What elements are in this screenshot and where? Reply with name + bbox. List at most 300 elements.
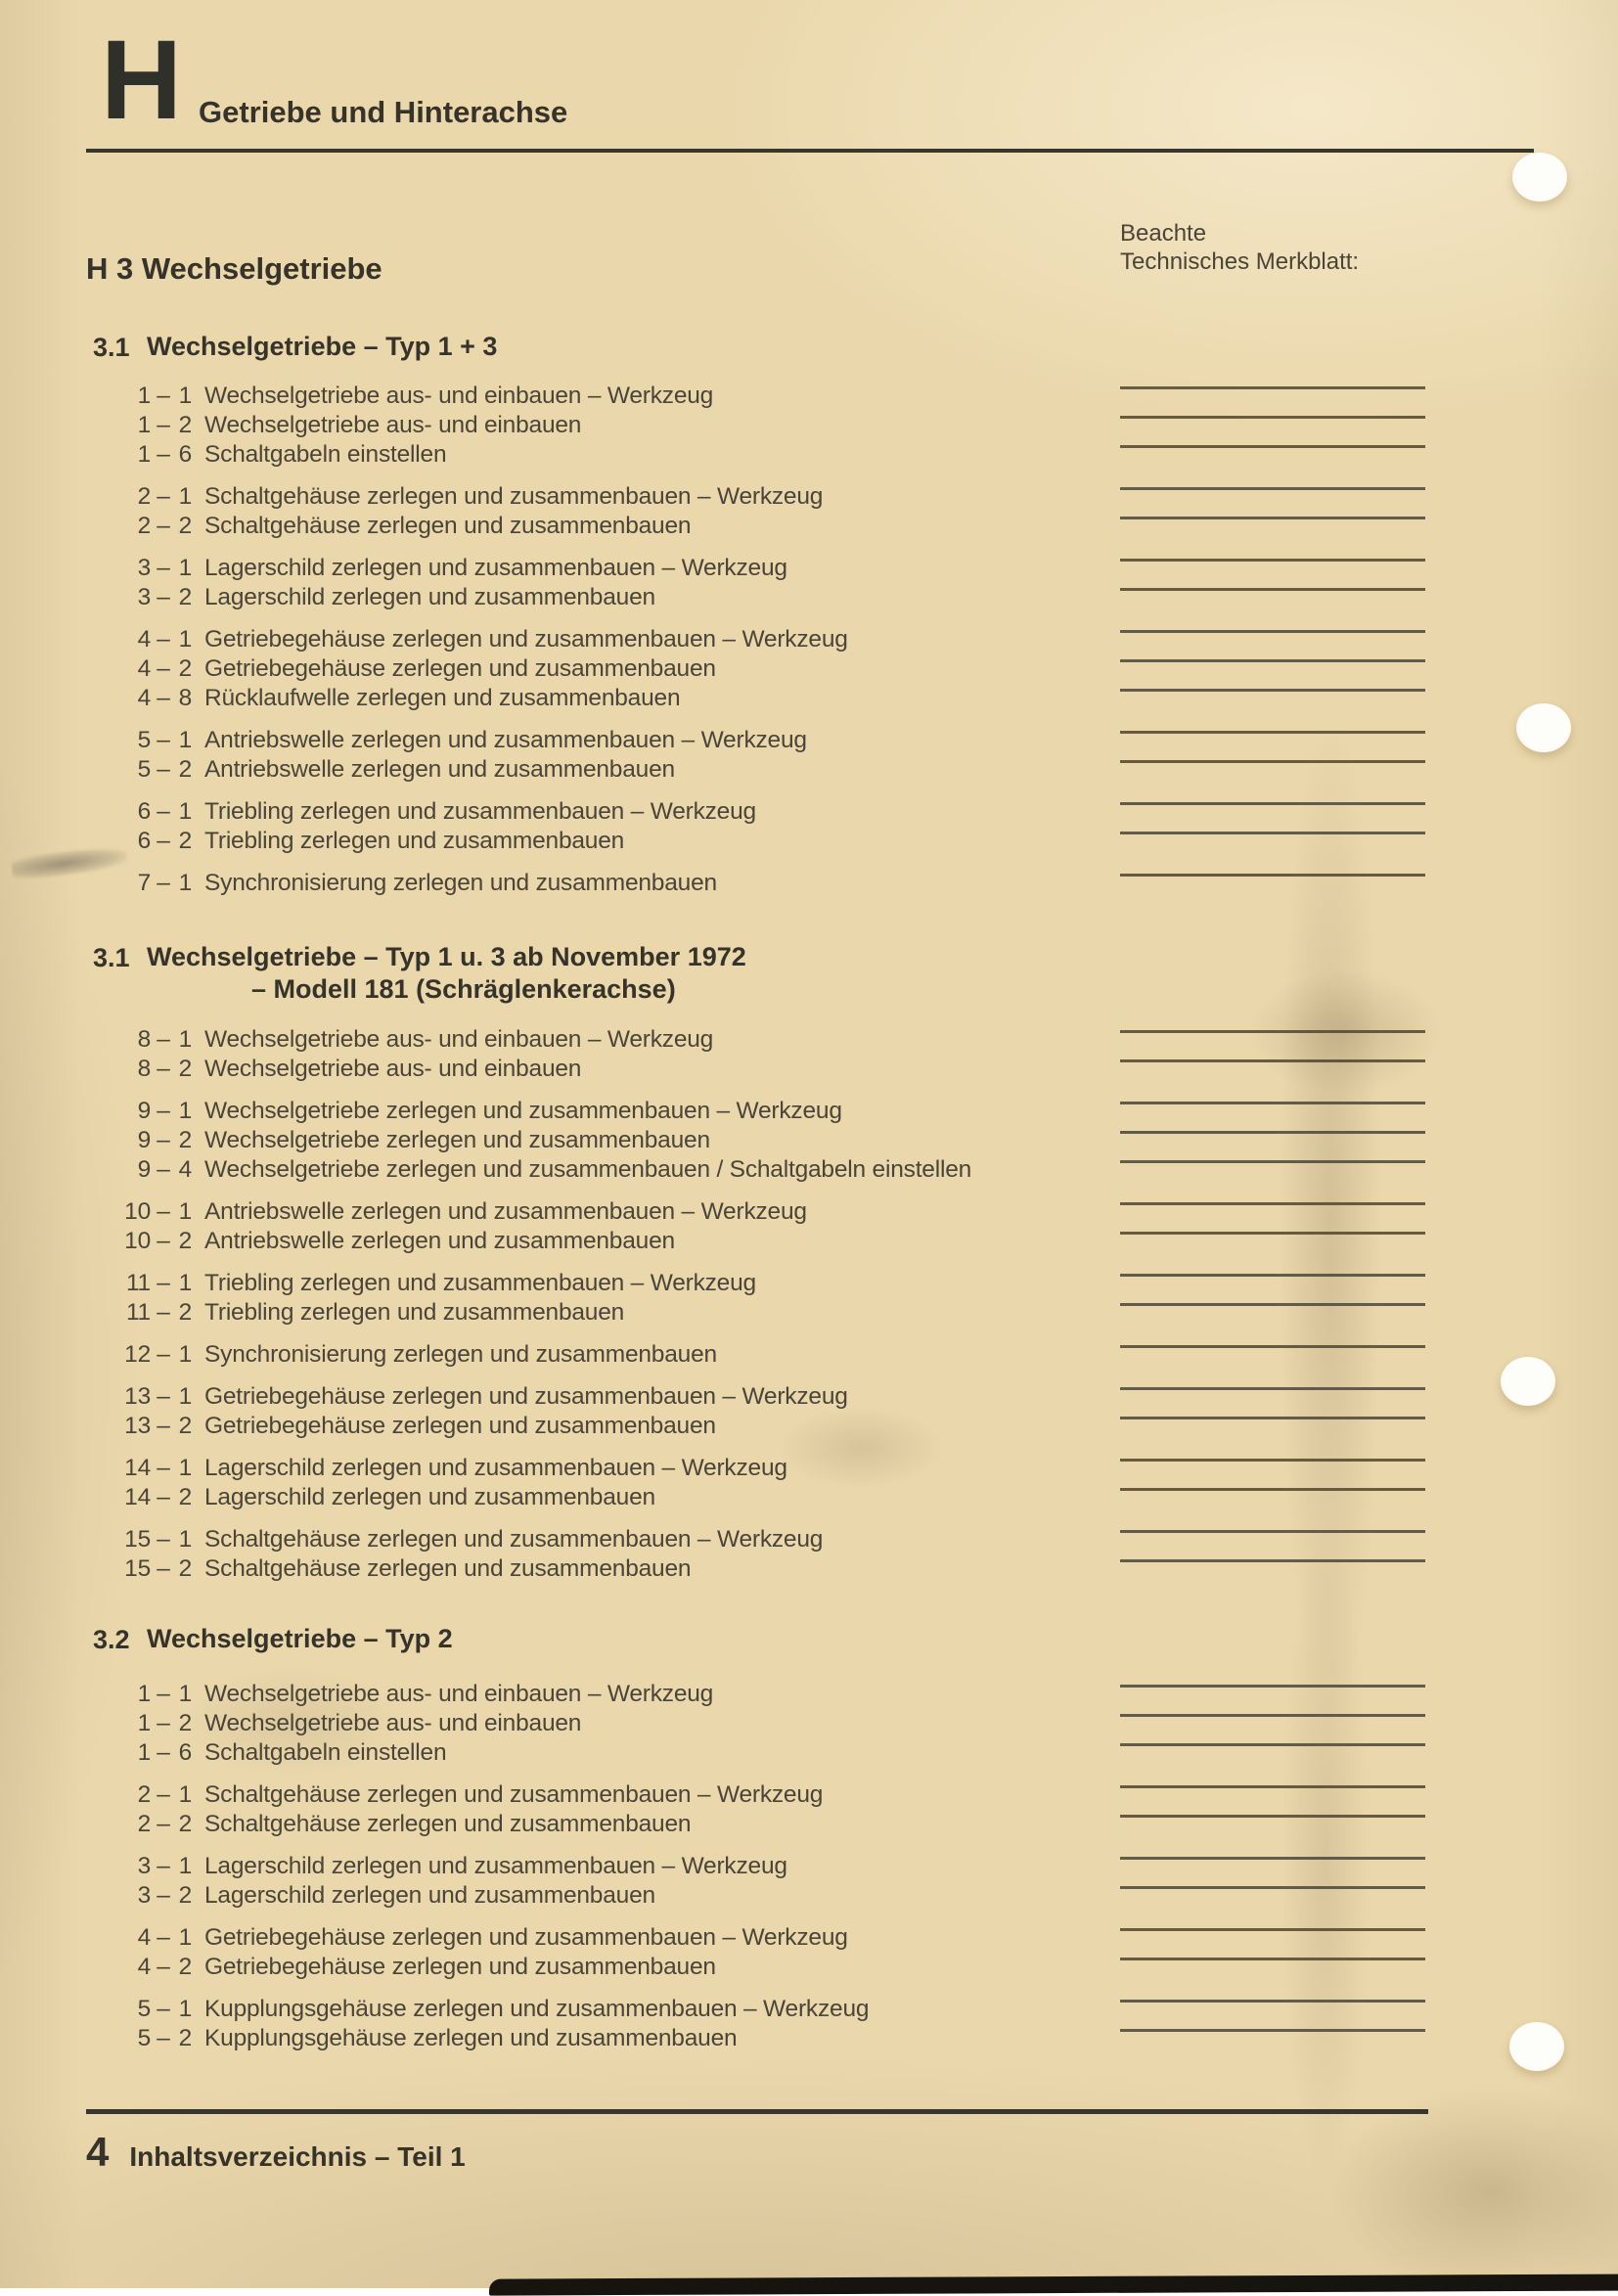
item-row xyxy=(86,440,1534,470)
section-title: Wechselgetriebe – Typ 1 u. 3 ab November 1972 xyxy=(147,942,746,971)
item-row xyxy=(86,1126,1534,1155)
item-number-secondary: 8 xyxy=(178,685,192,711)
entry-blank-line xyxy=(1120,1685,1425,1688)
item-number-secondary: 1 xyxy=(178,1996,192,2022)
item-dash: – xyxy=(157,2025,170,2051)
section xyxy=(86,941,1534,1584)
item-dash: – xyxy=(157,1853,170,1879)
item-number-primary: 5 xyxy=(137,756,151,783)
entry-blank-line xyxy=(1120,1530,1425,1533)
item-number-primary: 11 xyxy=(125,1270,151,1296)
item-row xyxy=(86,554,1534,583)
entry-blank-line xyxy=(1120,760,1425,763)
section-titles xyxy=(147,1623,1534,1656)
item-row xyxy=(86,1197,1534,1227)
item-row xyxy=(86,1525,1534,1554)
item-row xyxy=(86,1680,1534,1709)
item-number-primary: 1 xyxy=(137,383,151,409)
item-number-primary: 5 xyxy=(137,1996,151,2022)
entry-blank-line xyxy=(1120,1274,1425,1277)
section-heading xyxy=(86,941,1534,1006)
item-number-secondary: 2 xyxy=(178,828,192,854)
item-number-secondary: 2 xyxy=(178,756,192,783)
item-number-primary: 2 xyxy=(137,1781,151,1808)
item-number-primary: 15 xyxy=(124,1526,151,1553)
item-number-primary: 1 xyxy=(137,412,151,438)
item-number-secondary: 2 xyxy=(178,1710,192,1736)
item-dash: – xyxy=(157,756,170,783)
entry-blank-line xyxy=(1120,517,1425,519)
item-number-primary: 6 xyxy=(137,798,151,825)
item-group xyxy=(86,797,1534,856)
item-row xyxy=(86,482,1534,512)
item-group xyxy=(86,554,1534,612)
section-heading xyxy=(86,1623,1534,1656)
item-group xyxy=(86,1525,1534,1584)
item-number-secondary: 2 xyxy=(178,1954,192,1980)
item-group xyxy=(86,1340,1534,1370)
item-number-primary: 10 xyxy=(124,1228,151,1254)
entry-blank-line xyxy=(1120,1417,1425,1419)
item-number-secondary: 2 xyxy=(178,2025,192,2051)
item-label: Lagerschild zerlegen und zusammenbauen xyxy=(204,1484,655,1510)
item-row xyxy=(86,512,1534,541)
footer xyxy=(86,2129,466,2176)
item-number-primary: 14 xyxy=(124,1484,151,1510)
entry-blank-line xyxy=(1120,1928,1425,1931)
item-label: Kupplungsgehäuse zerlegen und zusammenbauen – Werkzeug xyxy=(204,1996,870,2022)
item-dash: – xyxy=(157,1098,170,1124)
item-number-secondary: 2 xyxy=(178,1882,192,1909)
item-number-secondary: 1 xyxy=(178,1853,192,1879)
item-row xyxy=(86,1055,1534,1084)
chapter-title: Getriebe und Hinterachse xyxy=(199,95,568,129)
item-label: Wechselgetriebe zerlegen und zusammenbauen / Schaltgabeln einstellen xyxy=(204,1156,972,1183)
item-number-primary: 10 xyxy=(124,1198,151,1225)
entry-blank-line xyxy=(1120,689,1425,692)
item-row xyxy=(86,2024,1534,2053)
page-heading: H 3 Wechselgetriebe xyxy=(86,251,382,286)
entry-blank-line xyxy=(1120,1714,1425,1717)
entry-blank-line xyxy=(1120,1102,1425,1104)
item-dash: – xyxy=(157,1228,170,1254)
item-row xyxy=(86,1298,1534,1328)
item-number-secondary: 2 xyxy=(178,655,192,682)
item-number-primary: 3 xyxy=(137,1882,151,1909)
entry-blank-line xyxy=(1120,1303,1425,1306)
item-row xyxy=(86,684,1534,713)
item-dash: – xyxy=(157,383,170,409)
item-row xyxy=(86,1780,1534,1810)
item-label: Schaltgehäuse zerlegen und zusammenbauen – Werkzeug xyxy=(204,1526,824,1553)
entry-blank-line xyxy=(1120,1559,1425,1562)
item-row xyxy=(86,1382,1534,1412)
item-group xyxy=(86,726,1534,785)
sections xyxy=(86,0,1534,2053)
item-label: Antriebswelle zerlegen und zusammenbauen xyxy=(204,1228,675,1254)
section-number: 3.1 xyxy=(93,943,130,972)
item-row xyxy=(86,1995,1534,2024)
item-group xyxy=(86,382,1534,470)
item-dash: – xyxy=(157,483,170,510)
item-dash: – xyxy=(157,1127,170,1153)
section-heading xyxy=(86,331,1534,364)
item-group xyxy=(86,1454,1534,1512)
item-number-primary: 3 xyxy=(137,555,151,581)
entry-blank-line xyxy=(1120,1488,1425,1491)
item-label: Lagerschild zerlegen und zusammenbauen xyxy=(204,1882,655,1909)
entry-blank-line xyxy=(1120,1743,1425,1746)
item-label: Antriebswelle zerlegen und zusammenbauen xyxy=(204,756,675,783)
punch-hole xyxy=(1509,2022,1564,2071)
item-number-primary: 8 xyxy=(137,1056,151,1082)
section-titles xyxy=(147,331,1534,364)
item-label: Getriebegehäuse zerlegen und zusammenbauen – Werkzeug xyxy=(204,1924,848,1951)
item-number-secondary: 2 xyxy=(178,1127,192,1153)
item-label: Schaltgabeln einstellen xyxy=(204,441,447,468)
item-dash: – xyxy=(157,1299,170,1326)
item-dash: – xyxy=(157,1811,170,1837)
item-label: Getriebegehäuse zerlegen und zusammenbauen – Werkzeug xyxy=(204,626,848,653)
item-label: Antriebswelle zerlegen und zusammenbauen – Werkzeug xyxy=(204,727,807,753)
footer-rule xyxy=(86,2109,1428,2114)
item-number-primary: 2 xyxy=(137,513,151,539)
item-number-primary: 6 xyxy=(137,828,151,854)
entry-blank-line xyxy=(1120,445,1425,448)
item-row xyxy=(86,1340,1534,1370)
entry-blank-line xyxy=(1120,1459,1425,1462)
section-items xyxy=(86,382,1534,898)
entry-blank-line xyxy=(1120,559,1425,562)
item-number-secondary: 1 xyxy=(178,727,192,753)
item-dash: – xyxy=(157,441,170,468)
item-dash: – xyxy=(157,1739,170,1766)
item-label: Getriebegehäuse zerlegen und zusammenbauen – Werkzeug xyxy=(204,1383,848,1410)
item-group xyxy=(86,1097,1534,1185)
section-title: Wechselgetriebe – Typ 2 xyxy=(147,1624,453,1653)
item-number-secondary: 2 xyxy=(178,1484,192,1510)
item-row xyxy=(86,726,1534,755)
item-number-secondary: 2 xyxy=(178,513,192,539)
item-number-secondary: 1 xyxy=(178,626,192,653)
item-dash: – xyxy=(157,1198,170,1225)
item-label: Lagerschild zerlegen und zusammenbauen – Werkzeug xyxy=(204,1455,787,1481)
item-dash: – xyxy=(157,1383,170,1410)
item-group xyxy=(86,1780,1534,1839)
entry-blank-line xyxy=(1120,1030,1425,1033)
item-label: Synchronisierung zerlegen und zusammenbauen xyxy=(204,1341,717,1368)
item-row xyxy=(86,1269,1534,1298)
item-number-secondary: 1 xyxy=(178,555,192,581)
item-row xyxy=(86,755,1534,785)
item-dash: – xyxy=(157,626,170,653)
item-label: Antriebswelle zerlegen und zusammenbauen – Werkzeug xyxy=(204,1198,807,1225)
item-row xyxy=(86,1709,1534,1738)
entry-blank-line xyxy=(1120,832,1425,834)
item-dash: – xyxy=(157,1156,170,1183)
item-label: Getriebegehäuse zerlegen und zusammenbauen xyxy=(204,655,716,682)
item-label: Lagerschild zerlegen und zusammenbauen – Werkzeug xyxy=(204,555,787,581)
item-row xyxy=(86,1953,1534,1982)
item-number-secondary: 2 xyxy=(178,1555,192,1582)
item-number-primary: 4 xyxy=(137,685,151,711)
item-dash: – xyxy=(157,1413,170,1439)
entry-blank-line xyxy=(1120,659,1425,662)
item-dash: – xyxy=(157,1455,170,1481)
item-label: Schaltgehäuse zerlegen und zusammenbauen xyxy=(204,513,692,539)
item-number-secondary: 2 xyxy=(178,1299,192,1326)
item-row xyxy=(86,1025,1534,1055)
item-number-secondary: 1 xyxy=(178,1383,192,1410)
item-number-secondary: 1 xyxy=(178,1098,192,1124)
item-number-secondary: 1 xyxy=(178,1924,192,1951)
entry-blank-line xyxy=(1120,1160,1425,1163)
entry-blank-line xyxy=(1120,2029,1425,2032)
section-items xyxy=(86,1680,1534,2053)
item-number-secondary: 1 xyxy=(178,1455,192,1481)
item-group xyxy=(86,1197,1534,1256)
item-number-primary: 14 xyxy=(124,1455,151,1481)
item-label: Synchronisierung zerlegen und zusammenbauen xyxy=(204,870,717,896)
item-label: Schaltgabeln einstellen xyxy=(204,1739,447,1766)
item-dash: – xyxy=(157,1681,170,1707)
item-group xyxy=(86,1995,1534,2053)
item-number-secondary: 1 xyxy=(178,383,192,409)
item-number-secondary: 1 xyxy=(178,1781,192,1808)
item-label: Wechselgetriebe aus- und einbauen – Werkzeug xyxy=(204,383,714,409)
item-number-primary: 4 xyxy=(137,655,151,682)
item-label: Triebling zerlegen und zusammenbauen – Werkzeug xyxy=(204,798,756,825)
item-number-secondary: 2 xyxy=(178,1811,192,1837)
item-group xyxy=(86,869,1534,898)
item-label: Wechselgetriebe aus- und einbauen – Werkzeug xyxy=(204,1681,714,1707)
item-group xyxy=(86,1680,1534,1768)
item-number-primary: 13 xyxy=(124,1383,151,1410)
item-row xyxy=(86,1881,1534,1911)
entry-blank-line xyxy=(1120,1131,1425,1134)
item-number-secondary: 1 xyxy=(178,1341,192,1368)
item-dash: – xyxy=(157,1526,170,1553)
item-number-secondary: 4 xyxy=(178,1156,192,1183)
item-dash: – xyxy=(157,412,170,438)
item-number-primary: 15 xyxy=(124,1555,151,1582)
item-number-secondary: 2 xyxy=(178,1228,192,1254)
item-dash: – xyxy=(157,1996,170,2022)
entry-blank-line xyxy=(1120,386,1425,389)
section-titles xyxy=(147,941,1534,1006)
item-label: Wechselgetriebe aus- und einbauen xyxy=(204,1710,582,1736)
item-number-secondary: 6 xyxy=(178,441,192,468)
item-number-primary: 3 xyxy=(137,1853,151,1879)
entry-blank-line xyxy=(1120,1815,1425,1818)
item-label: Schaltgehäuse zerlegen und zusammenbauen – Werkzeug xyxy=(204,1781,824,1808)
section-items xyxy=(86,1025,1534,1584)
item-number-secondary: 1 xyxy=(178,1270,192,1296)
item-number-primary: 13 xyxy=(124,1413,151,1439)
item-group xyxy=(86,1923,1534,1982)
item-number-primary: 1 xyxy=(137,1681,151,1707)
section-number: 3.1 xyxy=(93,333,130,362)
item-label: Getriebegehäuse zerlegen und zusammenbauen xyxy=(204,1413,716,1439)
item-label: Triebling zerlegen und zusammenbauen – Werkzeug xyxy=(204,1270,756,1296)
item-row xyxy=(86,1412,1534,1441)
item-label: Schaltgehäuse zerlegen und zusammenbauen – Werkzeug xyxy=(204,483,824,510)
item-number-secondary: 1 xyxy=(178,1198,192,1225)
section xyxy=(86,331,1534,898)
item-number-primary: 11 xyxy=(125,1299,151,1326)
item-dash: – xyxy=(157,513,170,539)
item-label: Rücklaufwelle zerlegen und zusammenbauen xyxy=(204,685,681,711)
entry-blank-line xyxy=(1120,731,1425,734)
item-row xyxy=(86,1554,1534,1584)
item-row xyxy=(86,411,1534,440)
entry-blank-line xyxy=(1120,487,1425,490)
item-row xyxy=(86,1155,1534,1185)
item-dash: – xyxy=(157,655,170,682)
item-label: Lagerschild zerlegen und zusammenbauen xyxy=(204,584,655,610)
note-line2: Technisches Merkblatt: xyxy=(1120,248,1360,275)
entry-blank-line xyxy=(1120,2000,1425,2003)
item-dash: – xyxy=(157,555,170,581)
item-number-secondary: 2 xyxy=(178,1056,192,1082)
item-row xyxy=(86,654,1534,684)
item-label: Schaltgehäuse zerlegen und zusammenbauen xyxy=(204,1555,692,1582)
item-number-primary: 12 xyxy=(124,1341,151,1368)
item-group xyxy=(86,1025,1534,1084)
item-row xyxy=(86,382,1534,411)
item-dash: – xyxy=(157,1484,170,1510)
item-number-primary: 4 xyxy=(137,1924,151,1951)
item-label: Lagerschild zerlegen und zusammenbauen – Werkzeug xyxy=(204,1853,787,1879)
entry-blank-line xyxy=(1120,1202,1425,1205)
item-row xyxy=(86,1454,1534,1483)
item-number-secondary: 1 xyxy=(178,870,192,896)
item-dash: – xyxy=(157,1781,170,1808)
item-label: Triebling zerlegen und zusammenbauen xyxy=(204,1299,625,1326)
entry-blank-line xyxy=(1120,1345,1425,1348)
item-number-secondary: 2 xyxy=(178,1413,192,1439)
chapter-letter: H xyxy=(101,18,183,143)
item-number-secondary: 1 xyxy=(178,1026,192,1053)
item-dash: – xyxy=(157,685,170,711)
item-number-primary: 8 xyxy=(137,1026,151,1053)
item-label: Kupplungsgehäuse zerlegen und zusammenbauen xyxy=(204,2025,738,2051)
section-number: 3.2 xyxy=(93,1625,130,1654)
item-label: Triebling zerlegen und zusammenbauen xyxy=(204,828,625,854)
item-number-primary: 2 xyxy=(137,483,151,510)
item-number-secondary: 1 xyxy=(178,1526,192,1553)
entry-blank-line xyxy=(1120,1387,1425,1390)
item-number-secondary: 2 xyxy=(178,412,192,438)
item-row xyxy=(86,1227,1534,1256)
punch-hole xyxy=(1501,1357,1555,1406)
item-group xyxy=(86,1382,1534,1441)
item-number-primary: 9 xyxy=(137,1127,151,1153)
entry-blank-line xyxy=(1120,630,1425,633)
item-dash: – xyxy=(157,1555,170,1582)
entry-blank-line xyxy=(1120,1232,1425,1235)
item-number-secondary: 1 xyxy=(178,1681,192,1707)
item-group xyxy=(86,482,1534,541)
item-row xyxy=(86,1483,1534,1512)
item-label: Wechselgetriebe aus- und einbauen xyxy=(204,1056,582,1082)
item-label: Getriebegehäuse zerlegen und zusammenbauen xyxy=(204,1954,716,1980)
item-dash: – xyxy=(157,1710,170,1736)
entry-blank-line xyxy=(1120,874,1425,877)
item-dash: – xyxy=(157,727,170,753)
item-number-primary: 1 xyxy=(137,441,151,468)
item-dash: – xyxy=(157,1270,170,1296)
item-dash: – xyxy=(157,584,170,610)
entry-blank-line xyxy=(1120,1886,1425,1889)
item-number-primary: 1 xyxy=(137,1710,151,1736)
item-number-primary: 1 xyxy=(137,1739,151,1766)
bottom-scan-edge xyxy=(489,2273,1618,2295)
item-label: Schaltgehäuse zerlegen und zusammenbauen xyxy=(204,1811,692,1837)
item-dash: – xyxy=(157,1882,170,1909)
punch-hole xyxy=(1516,703,1571,752)
item-row xyxy=(86,869,1534,898)
entry-blank-line xyxy=(1120,1785,1425,1788)
item-number-primary: 4 xyxy=(137,626,151,653)
item-number-primary: 2 xyxy=(137,1811,151,1837)
entry-blank-line xyxy=(1120,416,1425,419)
item-row xyxy=(86,797,1534,827)
item-label: Wechselgetriebe zerlegen und zusammenbauen – Werkzeug xyxy=(204,1098,842,1124)
item-dash: – xyxy=(157,1924,170,1951)
item-number-primary: 7 xyxy=(137,870,151,896)
item-number-primary: 9 xyxy=(137,1098,151,1124)
item-row xyxy=(86,625,1534,654)
entry-blank-line xyxy=(1120,588,1425,591)
item-number-primary: 4 xyxy=(137,1954,151,1980)
entry-blank-line xyxy=(1120,802,1425,805)
item-number-secondary: 2 xyxy=(178,584,192,610)
item-dash: – xyxy=(157,798,170,825)
item-number-secondary: 1 xyxy=(178,483,192,510)
entry-blank-line xyxy=(1120,1958,1425,1960)
item-number-primary: 3 xyxy=(137,584,151,610)
item-number-primary: 5 xyxy=(137,2025,151,2051)
footer-title: Inhaltsverzeichnis – Teil 1 xyxy=(129,2141,466,2172)
item-row xyxy=(86,583,1534,612)
item-row xyxy=(86,1923,1534,1953)
item-group xyxy=(86,625,1534,713)
item-row xyxy=(86,1097,1534,1126)
item-row xyxy=(86,1738,1534,1768)
section-title-line2: – Modell 181 (Schräglenkerachse) xyxy=(251,974,676,1004)
item-dash: – xyxy=(157,1341,170,1368)
item-row xyxy=(86,1852,1534,1881)
item-number-primary: 9 xyxy=(137,1156,151,1183)
footer-page-number: 4 xyxy=(86,2129,110,2175)
section xyxy=(86,1623,1534,2053)
item-row xyxy=(86,827,1534,856)
item-number-primary: 5 xyxy=(137,727,151,753)
item-group xyxy=(86,1269,1534,1328)
item-dash: – xyxy=(157,870,170,896)
item-dash: – xyxy=(157,1026,170,1053)
item-dash: – xyxy=(157,1954,170,1980)
item-number-secondary: 1 xyxy=(178,798,192,825)
item-number-secondary: 6 xyxy=(178,1739,192,1766)
section-title: Wechselgetriebe – Typ 1 + 3 xyxy=(147,332,498,361)
item-dash: – xyxy=(157,1056,170,1082)
entry-blank-line xyxy=(1120,1059,1425,1062)
item-row xyxy=(86,1810,1534,1839)
item-group xyxy=(86,1852,1534,1911)
entry-blank-line xyxy=(1120,1857,1425,1860)
